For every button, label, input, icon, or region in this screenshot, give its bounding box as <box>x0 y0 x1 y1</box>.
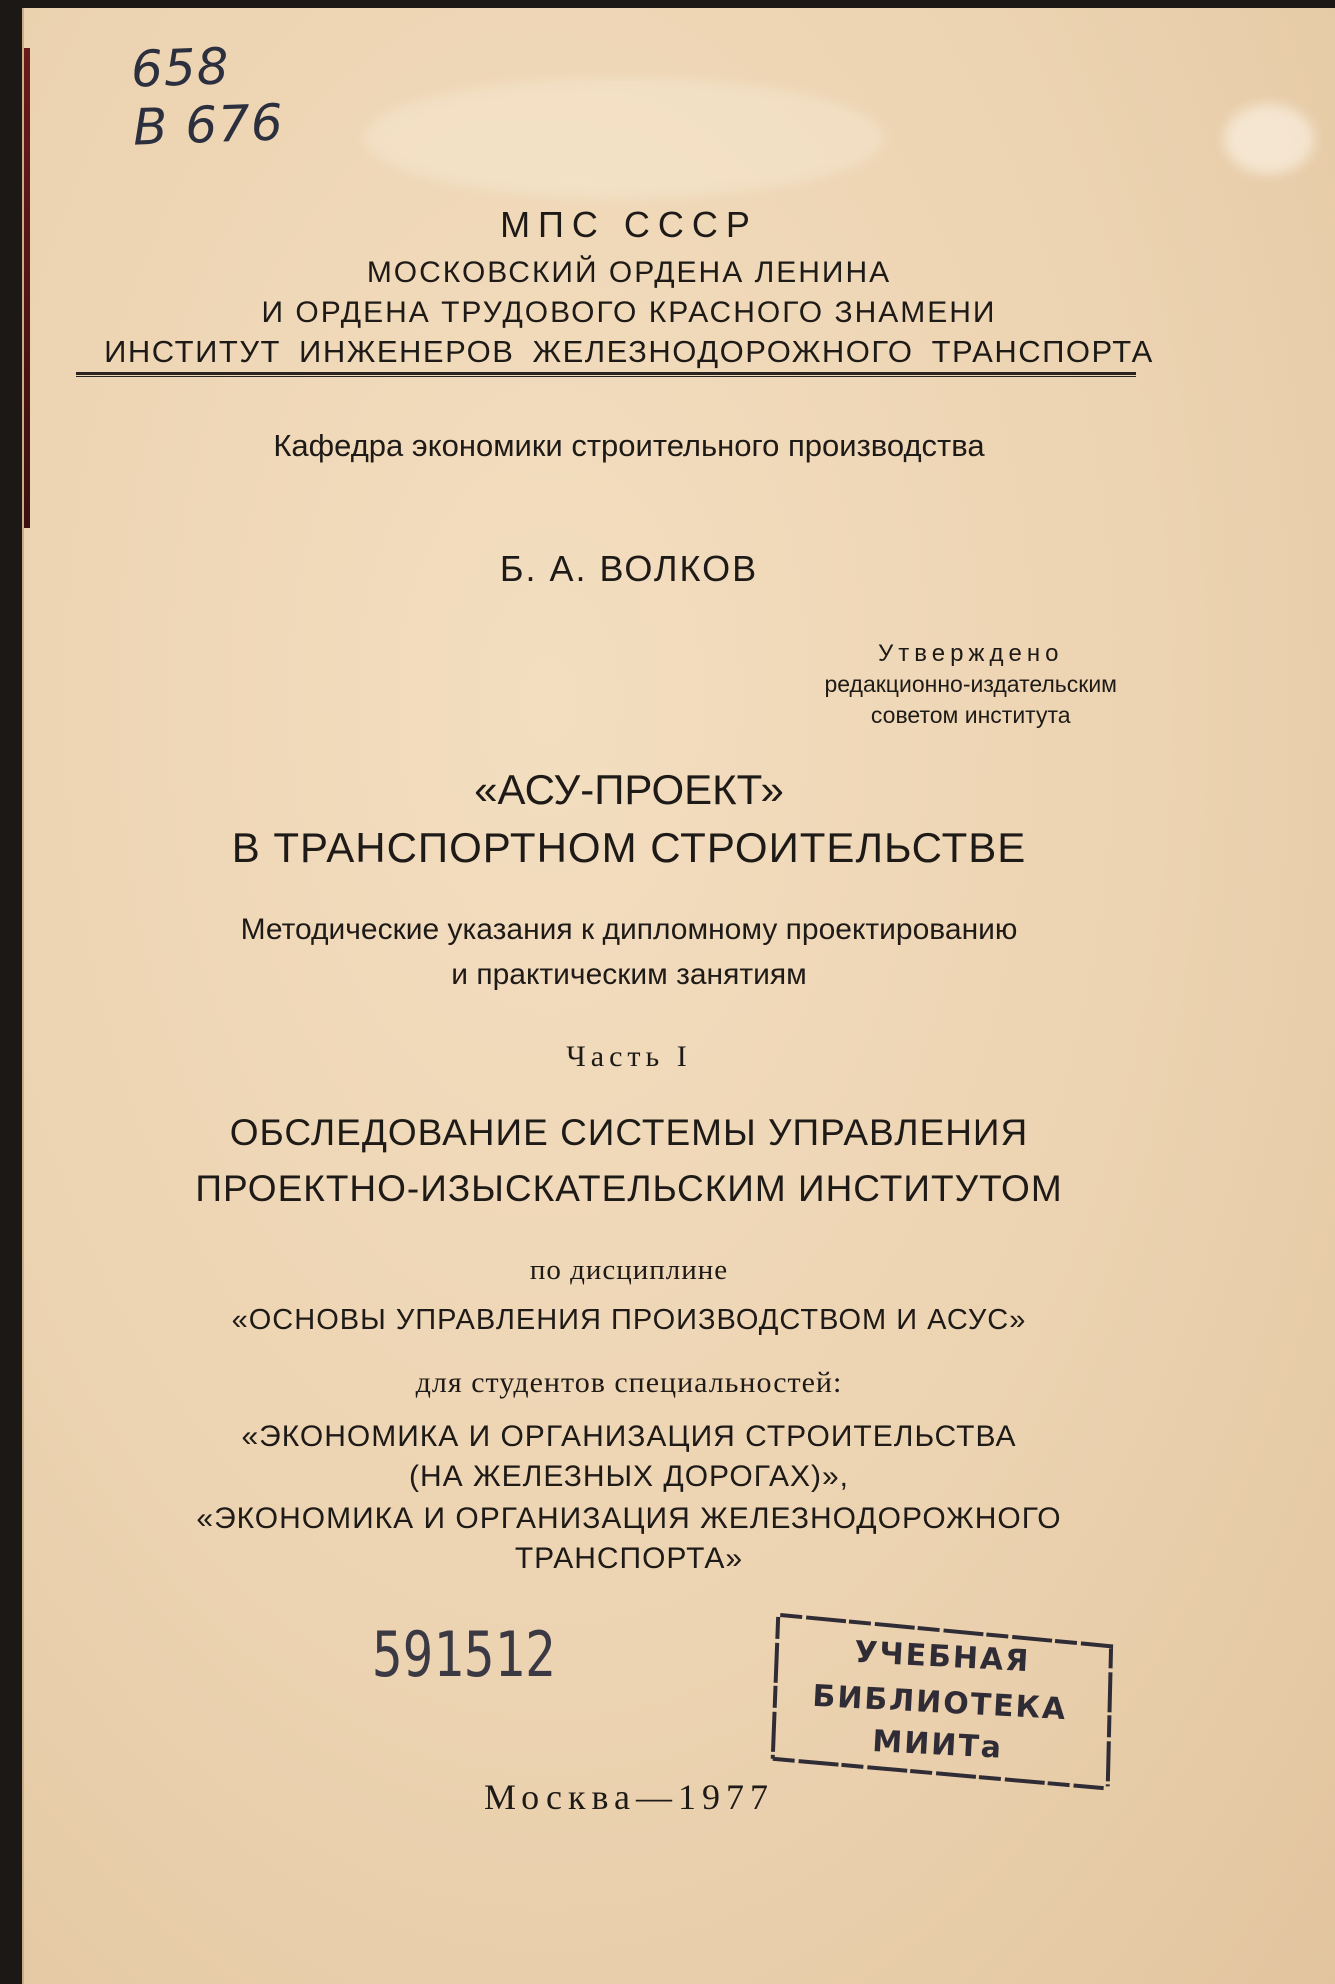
stamp-line: МИИТа <box>871 1724 1004 1766</box>
discipline-name: «ОСНОВЫ УПРАВЛЕНИЯ ПРОИЗВОДСТВОМ И АСУС» <box>231 1304 1027 1336</box>
specialty-line: ТРАНСПОРТА» <box>514 1542 744 1575</box>
subtitle: ПРОЕКТНО-ИЗЫСКАТЕЛЬСКИМ ИНСТИТУТОМ <box>195 1168 1063 1209</box>
specialty-line: (НА ЖЕЛЕЗНЫХ ДОРОГАХ)», <box>408 1460 850 1493</box>
main-title: «АСУ-ПРОЕКТ» <box>474 766 784 813</box>
approval-note <box>824 638 1117 731</box>
main-title: В ТРАНСПОРТНОМ СТРОИТЕЛЬСТВЕ <box>231 824 1027 871</box>
stamp-line: БИБЛИОТЕКА <box>811 1678 1069 1728</box>
institute-line: И ОРДЕНА ТРУДОВОГО КРАСНОГО ЗНАМЕНИ <box>261 296 997 329</box>
department: Кафедра экономики строительного производства <box>273 428 985 463</box>
header-divider <box>76 376 1136 377</box>
discipline-intro: по дисциплине <box>529 1254 729 1286</box>
approval-word: Утверждено <box>878 640 1064 667</box>
shelf-mark <box>130 35 285 156</box>
methodical-note: и практическим занятиям <box>451 958 807 991</box>
institute-line: ИНСТИТУТ ИНЖЕНЕРОВ ЖЕЛЕЗНОДОРОЖНОГО ТРАНСПОРТА <box>104 334 1154 369</box>
header-divider <box>76 372 1136 375</box>
approval-line: редакционно-издательским <box>824 671 1117 697</box>
shelf-mark-line: 658 <box>130 37 231 99</box>
students-intro: для студентов специальностей: <box>415 1366 843 1399</box>
stamp-line: УЧЕБНАЯ <box>853 1634 1032 1680</box>
specialty-line: «ЭКОНОМИКА И ОРГАНИЗАЦИЯ ЖЕЛЕЗНОДОРОЖНОГО <box>196 1502 1062 1535</box>
institute-line: МОСКОВСКИЙ ОРДЕНА ЛЕНИНА <box>366 256 892 289</box>
imprint: Москва—1977 <box>484 1777 774 1817</box>
author: Б. А. ВОЛКОВ <box>499 548 759 589</box>
shelf-mark-line: В 676 <box>132 93 285 157</box>
library-stamp <box>766 1607 1134 1796</box>
ministry-title: МПС СССР <box>500 204 758 245</box>
title-page <box>22 8 1335 1984</box>
subtitle: ОБСЛЕДОВАНИЕ СИСТЕМЫ УПРАВЛЕНИЯ <box>229 1112 1029 1153</box>
approval-line: советом института <box>870 702 1071 728</box>
paper-stain <box>1224 104 1314 174</box>
specialty-line: «ЭКОНОМИКА И ОРГАНИЗАЦИЯ СТРОИТЕЛЬСТВА <box>241 1420 1017 1453</box>
inventory-number: 591512 <box>372 1618 556 1691</box>
part-number: Часть I <box>566 1040 692 1073</box>
methodical-note: Методические указания к дипломному проектированию <box>240 913 1018 946</box>
paper-stain <box>364 78 884 198</box>
